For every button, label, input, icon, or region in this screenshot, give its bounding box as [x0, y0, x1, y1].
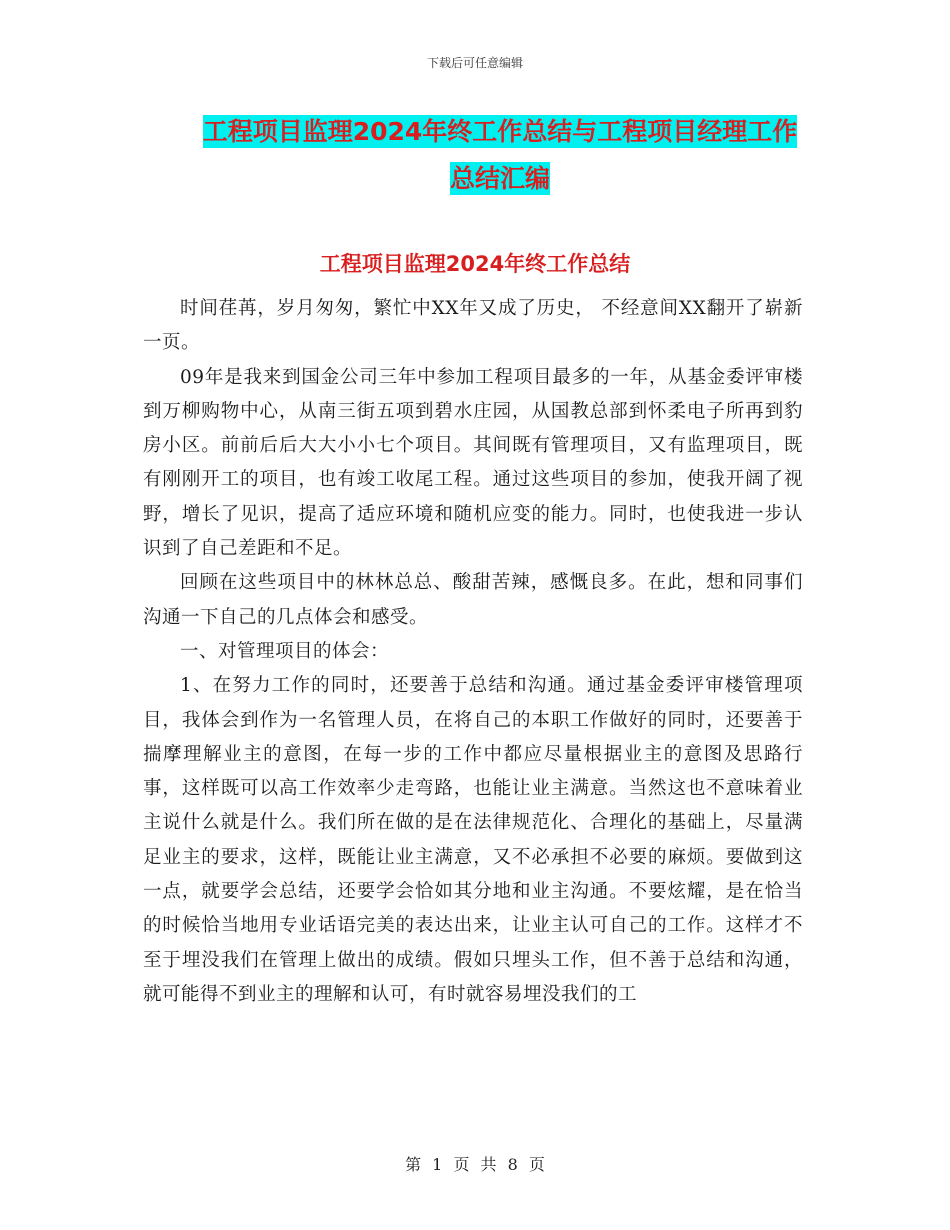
document-title — [140, 108, 860, 202]
paragraph: 09年是我来到国金公司三年中参加工程项目最多的一年，从基金委评审楼到万柳购物中心，从南三街五项到碧水庄园，从国教总部到怀柔电子所再到豹房小区。前前后后大大小小七个项目。其间既有管理项目，又有监理项目，既有刚刚开工的项目，也有竣工收尾工程。通过这些项目的参加，使我开阔了视野，增长了见识，提高了适应环境和随机应变的能力。同时，也使我进一步认识到了自己差距和不足。 — [143, 366, 803, 560]
title-line-1: 工程项目监理2024年终工作总结与工程项目经理工作 — [202, 117, 798, 146]
body-text — [143, 292, 803, 1012]
paragraph: 回顾在这些项目中的林林总总、酸甜苦辣，感慨良多。在此，想和同事们沟通一下自己的几点体会和感受。 — [143, 572, 803, 628]
title-line-2: 总结汇编 — [449, 164, 550, 193]
paragraph: 1、在努力工作的同时，还要善于总结和沟通。通过基金委评审楼管理项目，我体会到作为一名管理人员，在将自己的本职工作做好的同时，还要善于揣摩理解业主的意图，在每一步的工作中都应尽量根据业主的意图及思路行事，这样既可以高工作效率少走弯路，也能让业主满意。当然这也不意味着业主说什么就是什么。我们所在做的是在法律规范化、合理化的基础上，尽量满足业主的要求，这样，既能让业主满意，又不必承担不必要的麻烦。要做到这一点，就要学会总结，还要学会恰如其分地和业主沟通。不要炫耀，是在恰当的时候恰当地用专业话语完美的表达出来，让业主认可自己的工作。这样才不至于埋没我们在管理上做出的成绩。假如只埋头工作，但不善于总结和沟通，就可能得不到业主的理解和认可，有时就容易埋没我们的工 — [143, 675, 803, 1005]
page-footer: 第 1 页 共 8 页 — [405, 1155, 545, 1174]
paragraph: 时间荏苒，岁月匆匆，繁忙中XX年又成了历史， 不经意间XX翻开了崭新一页。 — [143, 298, 803, 354]
section-title: 工程项目监理2024年终工作总结 — [319, 252, 631, 276]
header-note: 下载后可任意编辑 — [426, 56, 523, 70]
paragraph: 一、对管理项目的体会： — [180, 640, 390, 662]
